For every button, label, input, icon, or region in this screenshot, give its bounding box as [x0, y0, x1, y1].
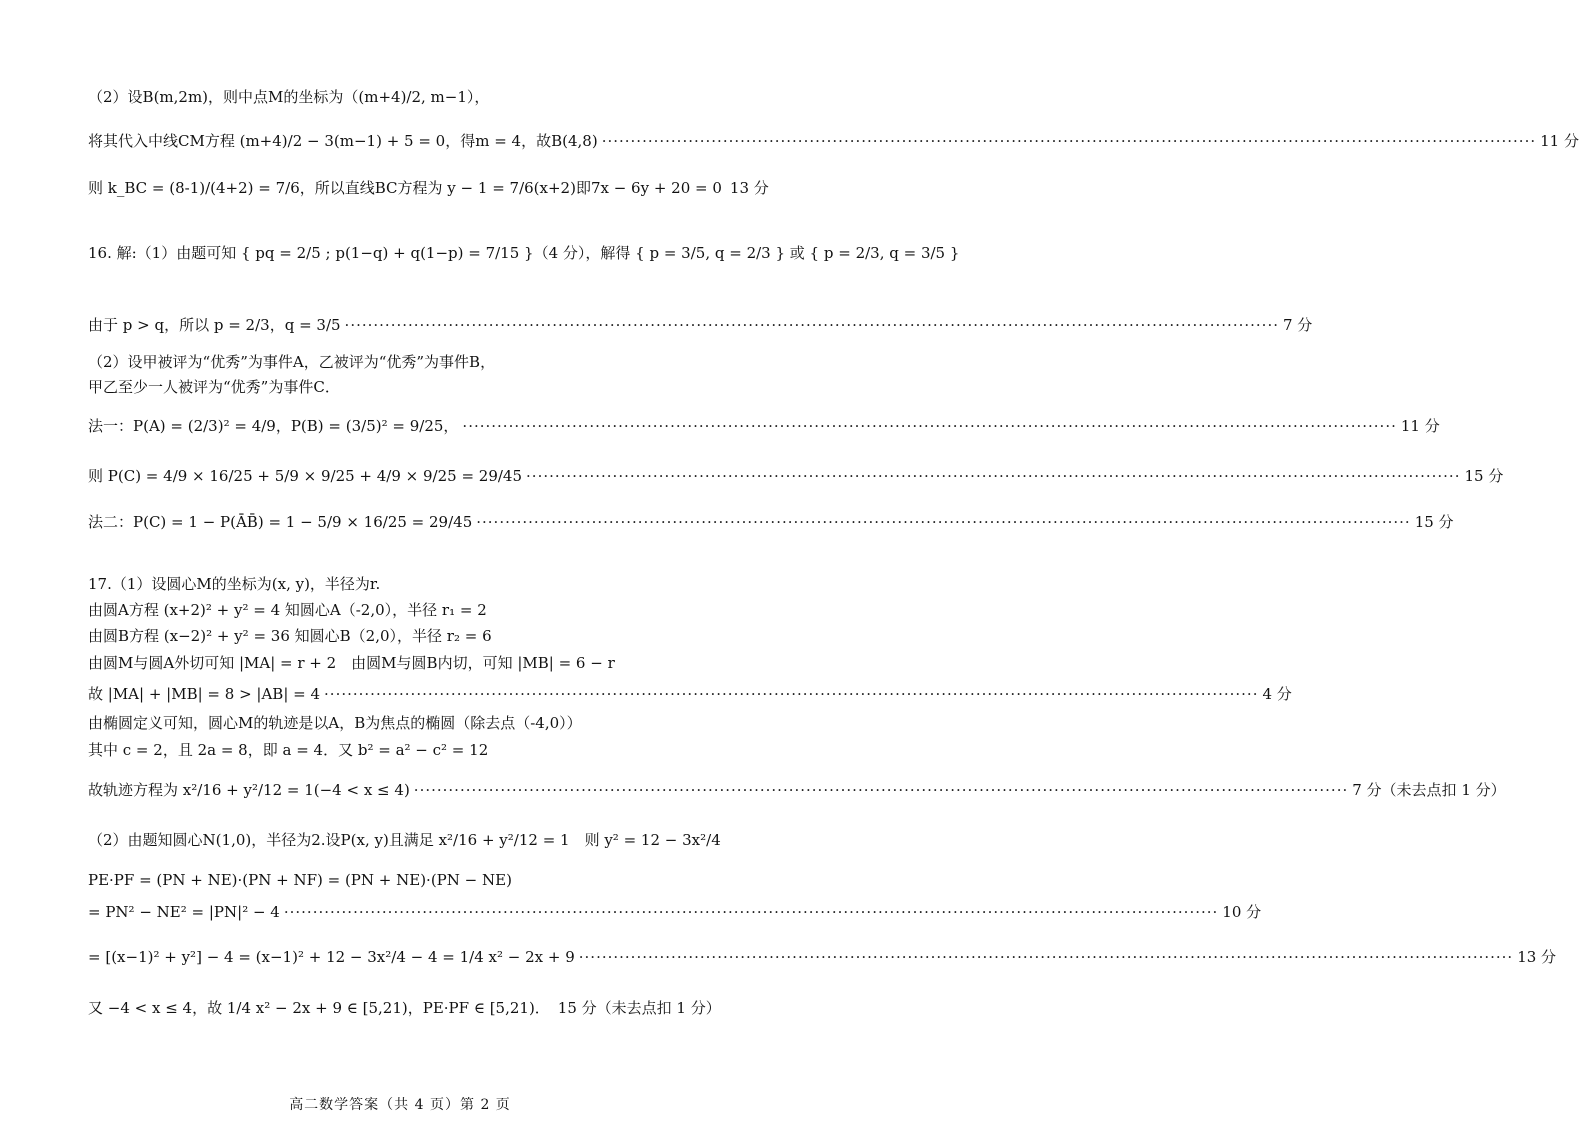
line-text: 则 P(C) = 4/9 × 16/25 + 5/9 × 9/25 + 4/9 × 9/25 = 29/45: [88, 467, 523, 485]
line-5: [88, 315, 1313, 335]
dot-leader: [462, 416, 1396, 436]
line-text: 由圆B方程 (x−2)² + y² = 36 知圆心B（2,0），半径 r₂ = 6: [88, 627, 492, 645]
line-text: 由椭圆定义可知，圆心M的轨迹是以A，B为焦点的椭圆（除去点（-4,0））: [88, 714, 582, 732]
line-12: [88, 600, 714, 620]
line-text: 17.（1）设圆心M的坐标为(x, y)，半径为r.: [88, 575, 381, 593]
dot-leader: [345, 315, 1279, 335]
line-13: [88, 626, 714, 646]
line-text: 由圆M与圆A外切可知 |MA| = r + 2 由圆M与圆B内切，可知 |MB| = 6 − r: [88, 654, 615, 672]
line-23: [88, 998, 721, 1018]
dot-leader: [602, 131, 1536, 151]
line-text: 法二：P(C) = 1 − P(ĀB̄) = 1 − 5/9 × 16/25 = 29/45: [88, 513, 473, 531]
line-16: [88, 713, 714, 733]
line-10: [88, 512, 1454, 532]
line-21: [88, 902, 1262, 922]
line-text: 由于 p > q，所以 p = 2/3，q = 3/5: [88, 316, 341, 334]
score: 10 分: [1222, 903, 1262, 921]
line-text: 甲乙至少一人被评为“优秀”为事件C．: [88, 378, 340, 396]
line-20: [88, 870, 714, 890]
score: 4 分: [1262, 685, 1292, 703]
line-text: 法一：P(A) = (2/3)² = 4/9，P(B) = (3/5)² = 9/25，: [88, 417, 459, 435]
line-14: [88, 653, 714, 673]
score: 7 分（未去点扣 1 分）: [1352, 781, 1506, 799]
score: 11 分: [1400, 417, 1440, 435]
line-19: [88, 830, 721, 850]
line-18: [88, 780, 1506, 800]
line-text: = PN² − NE² = |PN|² − 4: [88, 903, 280, 921]
score: 13 分: [729, 179, 769, 197]
page-footer: 高二数学答案（共 4 页）第 2 页: [289, 1097, 511, 1113]
dot-leader: [414, 780, 1348, 800]
line-22: [88, 947, 1557, 967]
score: 13 分: [1517, 948, 1557, 966]
line-text: 又 −4 < x ≤ 4，故 1/4 x² − 2x + 9 ∈ [5,21)，PE·PF ∈ [5,21)．: [88, 999, 550, 1017]
line-text: （2）设甲被评为“优秀”为事件A，乙被评为“优秀”为事件B，: [88, 353, 496, 371]
line-2: [88, 131, 1579, 151]
line-text: 将其代入中线CM方程 (m+4)/2 − 3(m−1) + 5 = 0，得m = 4，故B(4,8): [88, 132, 598, 150]
line-4: [88, 243, 960, 263]
dot-leader: [579, 947, 1513, 967]
line-15: [88, 684, 1292, 704]
score: 15 分（未去点扣 1 分）: [557, 999, 721, 1017]
line-1: [88, 87, 714, 107]
line-text: = [(x−1)² + y²] − 4 = (x−1)² + 12 − 3x²/4 − 4 = 1/4 x² − 2x + 9: [88, 948, 575, 966]
line-3: [88, 178, 769, 198]
line-9: [88, 466, 1504, 486]
line-17: [88, 740, 714, 760]
line-text: PE·PF = (PN + NE)·(PN + NF) = (PN + NE)·(PN − NE): [88, 871, 512, 889]
score: 15 分: [1414, 513, 1454, 531]
line-6: [88, 352, 714, 372]
line-7: [88, 377, 714, 397]
line-text: 故轨迹方程为 x²/16 + y²/12 = 1(−4 < x ≤ 4): [88, 781, 410, 799]
line-8: [88, 416, 1440, 436]
dot-leader: [324, 684, 1258, 704]
line-text: （2）由题知圆心N(1,0)，半径为2.设P(x, y)且满足 x²/16 + y²/12 = 1 则 y² = 12 − 3x²/4: [88, 831, 721, 849]
dot-leader: [526, 466, 1460, 486]
dot-leader: [284, 902, 1218, 922]
line-11: [88, 574, 714, 594]
line-text: 故 |MA| + |MB| = 8 > |AB| = 4: [88, 685, 321, 703]
line-text: 由圆A方程 (x+2)² + y² = 4 知圆心A（-2,0），半径 r₁ = 2: [88, 601, 487, 619]
score: 15 分: [1464, 467, 1504, 485]
line-text: 其中 c = 2，且 2a = 8，即 a = 4．又 b² = a² − c² = 12: [88, 741, 489, 759]
line-text: （2）设B(m,2m)，则中点M的坐标为（(m+4)/2, m−1），: [88, 88, 490, 106]
line-text: 16. 解:（1）由题可知 { pq = 2/5 ; p(1−q) + q(1−p) = 7/15 }（4 分），解得 { p = 3/5, q = 2/3 } 或 { p = 2/3, q = 3/5 }: [88, 244, 960, 262]
dot-leader: [476, 512, 1410, 532]
score: 7 分: [1282, 316, 1313, 334]
line-text: 则 k_BC = (8-1)/(4+2) = 7/6，所以直线BC方程为 y − 1 = 7/6(x+2)即7x − 6y + 20 = 0: [88, 179, 722, 197]
score: 11 分: [1540, 132, 1579, 150]
